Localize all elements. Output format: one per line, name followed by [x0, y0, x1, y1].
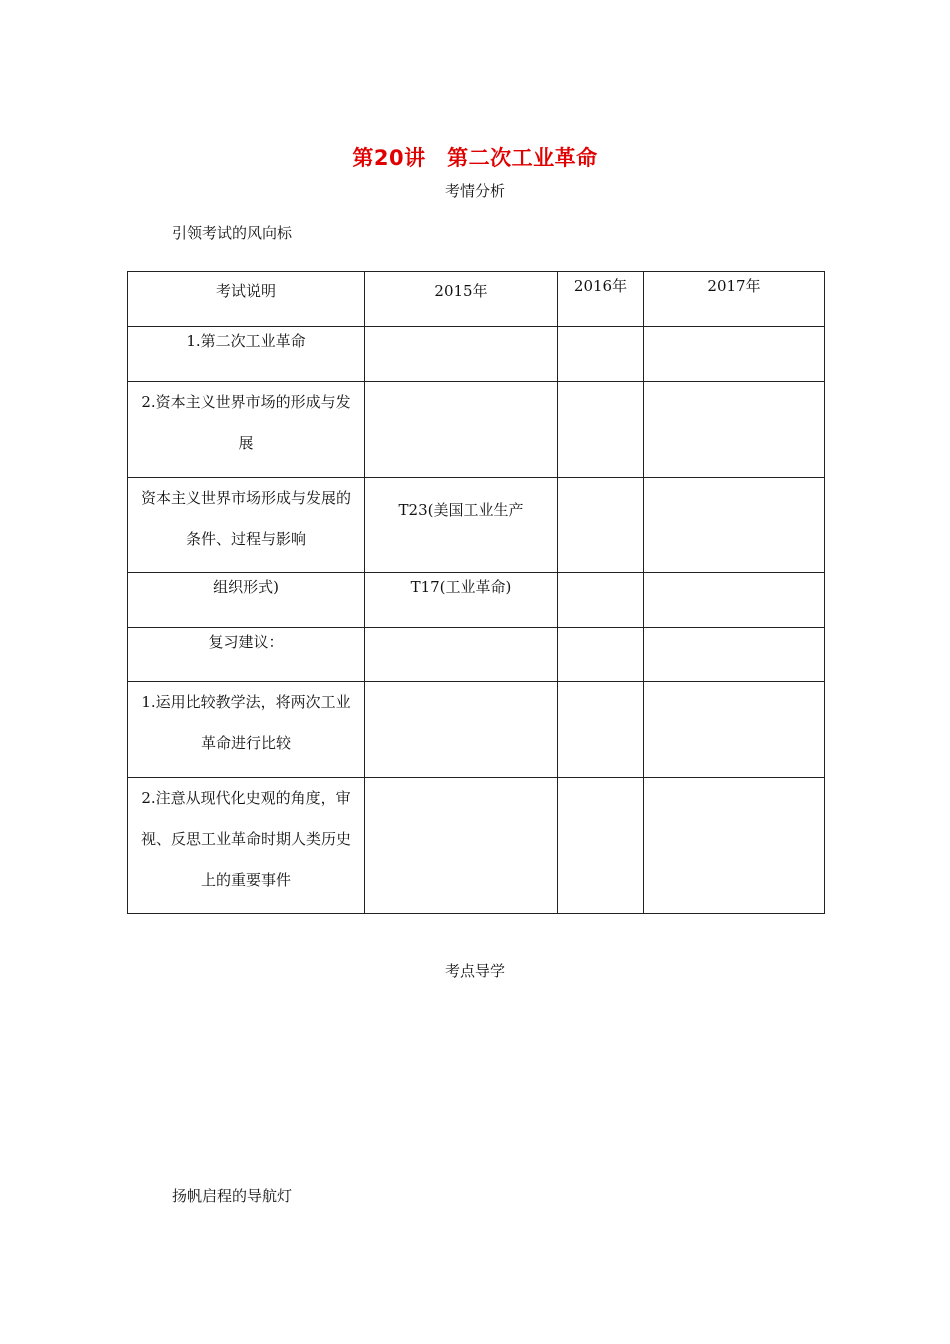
- table-cell: [644, 327, 825, 382]
- table-cell: [644, 573, 825, 628]
- table-header-cell: 考试说明: [128, 272, 365, 327]
- table-row: [128, 628, 825, 682]
- page-title: 第20讲 第二次工业革命: [352, 146, 598, 170]
- section-label-bottom: 扬帆启程的导航灯: [172, 1187, 293, 1205]
- table-cell: [644, 478, 825, 573]
- table-cell: [558, 327, 644, 382]
- table-cell: [644, 682, 825, 778]
- table-cell: [365, 327, 558, 382]
- table-cell: [365, 628, 558, 682]
- table-cell: [644, 778, 825, 914]
- table-cell: T17(工业革命): [365, 573, 558, 628]
- table-row: [128, 573, 825, 628]
- table-cell: [558, 573, 644, 628]
- table-header-row: [128, 272, 825, 327]
- exam-table: [127, 271, 825, 914]
- table-cell: 复习建议：: [128, 628, 365, 682]
- table-cell: 2.注意从现代化史观的角度，审视、反思工业革命时期人类历史上的重要事件: [128, 778, 365, 914]
- table-row: [128, 327, 825, 382]
- table-cell: [644, 382, 825, 478]
- table-header-cell: 2016年: [558, 272, 644, 327]
- table-header-cell: 2015年: [365, 272, 558, 327]
- table-cell: 2.资本主义世界市场的形成与发展: [128, 382, 365, 478]
- page-subtitle: 考情分析: [444, 182, 505, 200]
- section-label-top: 引领考试的风向标: [172, 224, 293, 242]
- section-label-mid: 考点导学: [444, 962, 505, 980]
- table-cell: [558, 382, 644, 478]
- table-cell: T23(美国工业生产: [365, 478, 558, 573]
- table-row: [128, 778, 825, 914]
- table-cell: [365, 778, 558, 914]
- table-header-cell: 2017年: [644, 272, 825, 327]
- table-cell: [365, 682, 558, 778]
- table-cell: [558, 628, 644, 682]
- table-cell: 1.运用比较教学法，将两次工业革命进行比较: [128, 682, 365, 778]
- table-cell: 组织形式): [128, 573, 365, 628]
- table-cell: 资本主义世界市场形成与发展的条件、过程与影响: [128, 478, 365, 573]
- table-row: [128, 478, 825, 573]
- table-cell: [558, 778, 644, 914]
- table-cell: 1.第二次工业革命: [128, 327, 365, 382]
- table-row: [128, 382, 825, 478]
- table-cell: [365, 382, 558, 478]
- table-row: [128, 682, 825, 778]
- table-cell: [558, 682, 644, 778]
- table-cell: [644, 628, 825, 682]
- table-cell: [558, 478, 644, 573]
